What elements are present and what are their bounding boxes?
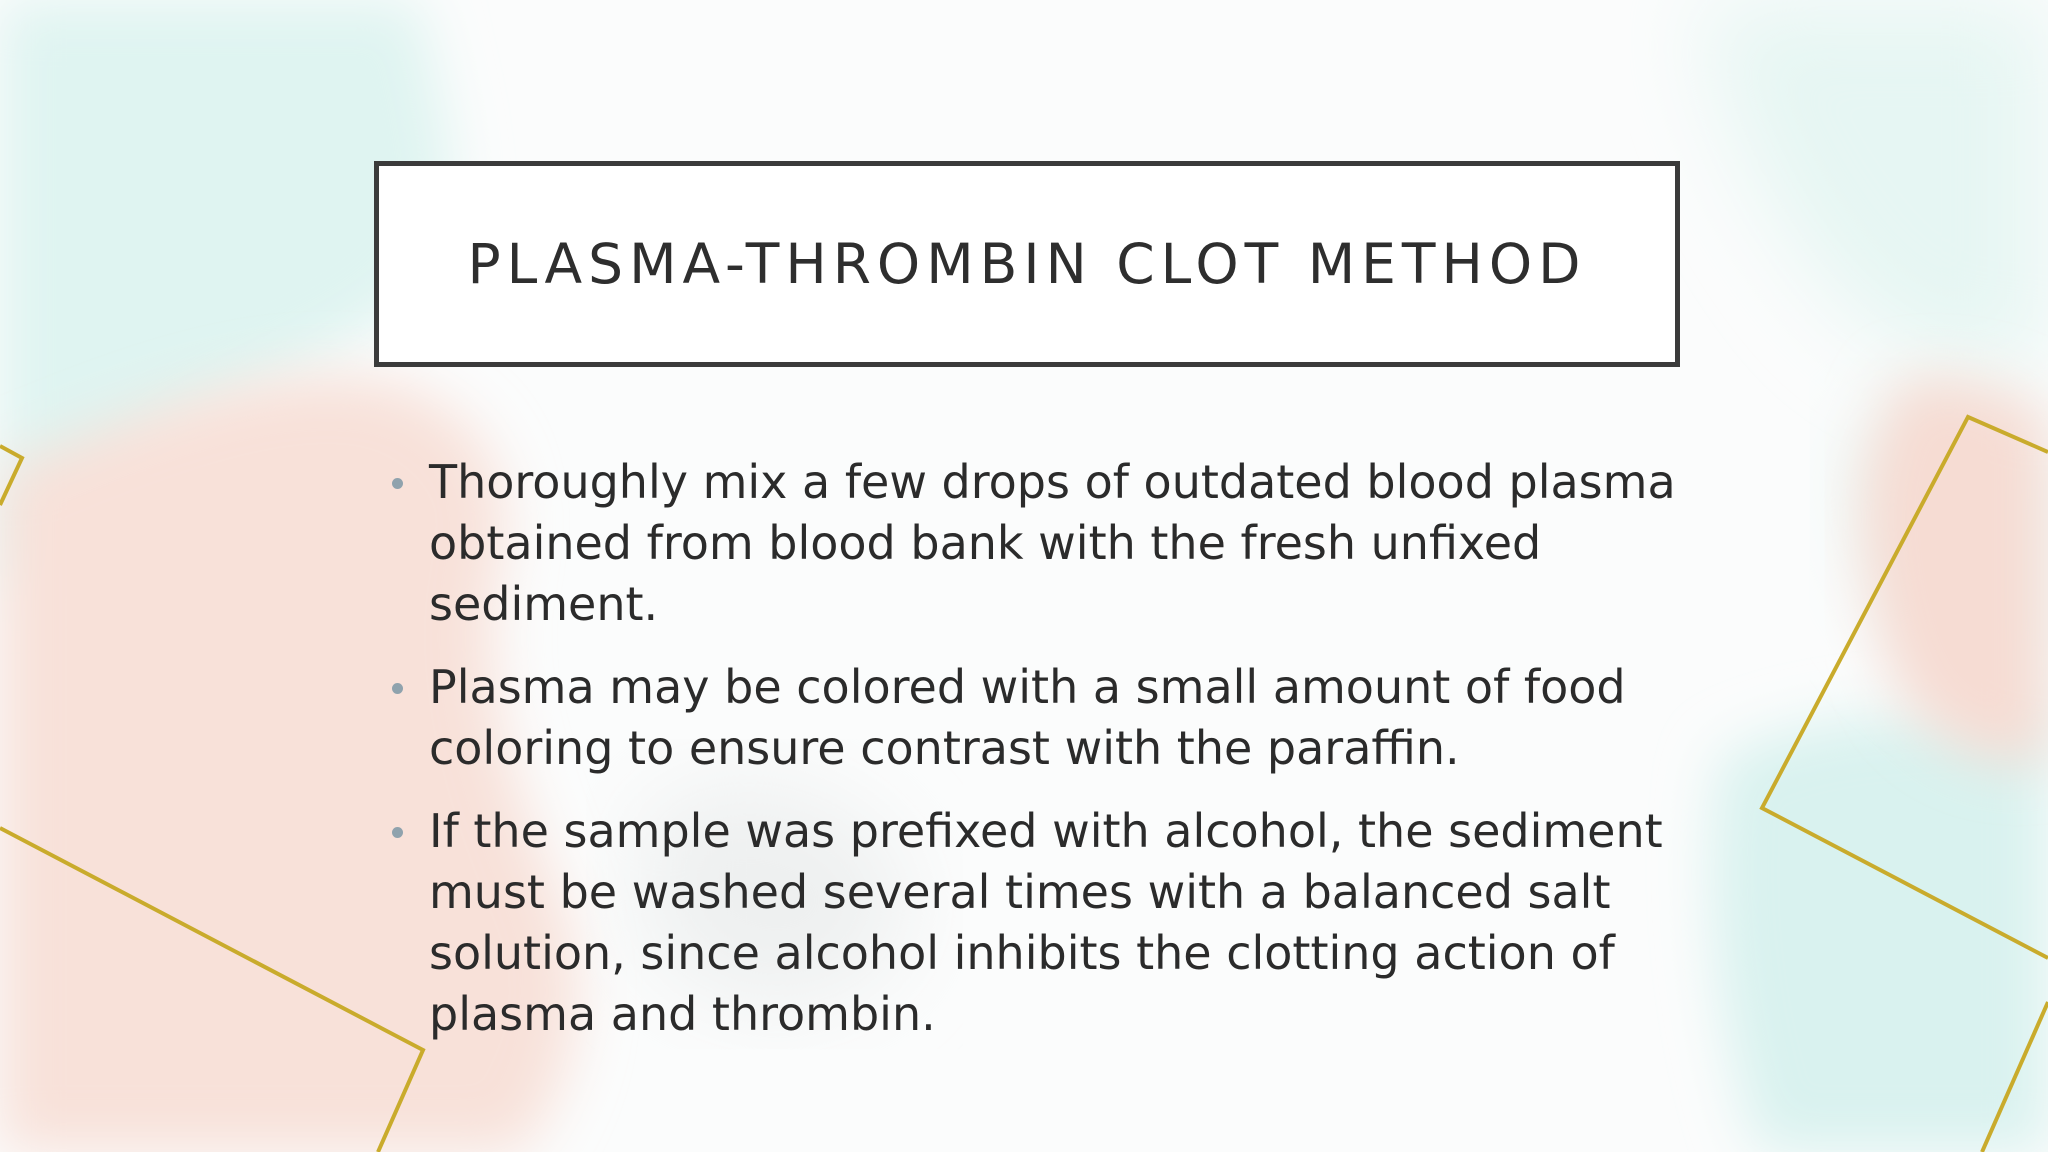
bullet-item xyxy=(390,801,1690,1045)
bullet-text: Thoroughly mix a few drops of outdated blood plasma obtained from blood bank with the fresh unfixed sediment. xyxy=(429,455,1676,631)
bullet-dot-icon xyxy=(392,827,403,838)
bullet-item xyxy=(390,452,1690,635)
title-box xyxy=(374,161,1680,367)
bullet-text: Plasma may be colored with a small amount of food coloring to ensure contrast with the paraffin. xyxy=(429,660,1626,775)
teal-wash-bottom-right xyxy=(1712,700,2048,1152)
bullet-text: If the sample was prefixed with alcohol, the sediment must be washed several times with a balanced salt solution, since alcohol inhibits the clotting action of plasma and thrombin. xyxy=(429,804,1663,1041)
bullet-dot-icon xyxy=(392,683,403,694)
bullet-dot-icon xyxy=(392,478,403,489)
bullet-list xyxy=(390,452,1690,1067)
slide-title: PLASMA-THROMBIN CLOT METHOD xyxy=(467,232,1587,296)
bullet-item xyxy=(390,657,1690,779)
